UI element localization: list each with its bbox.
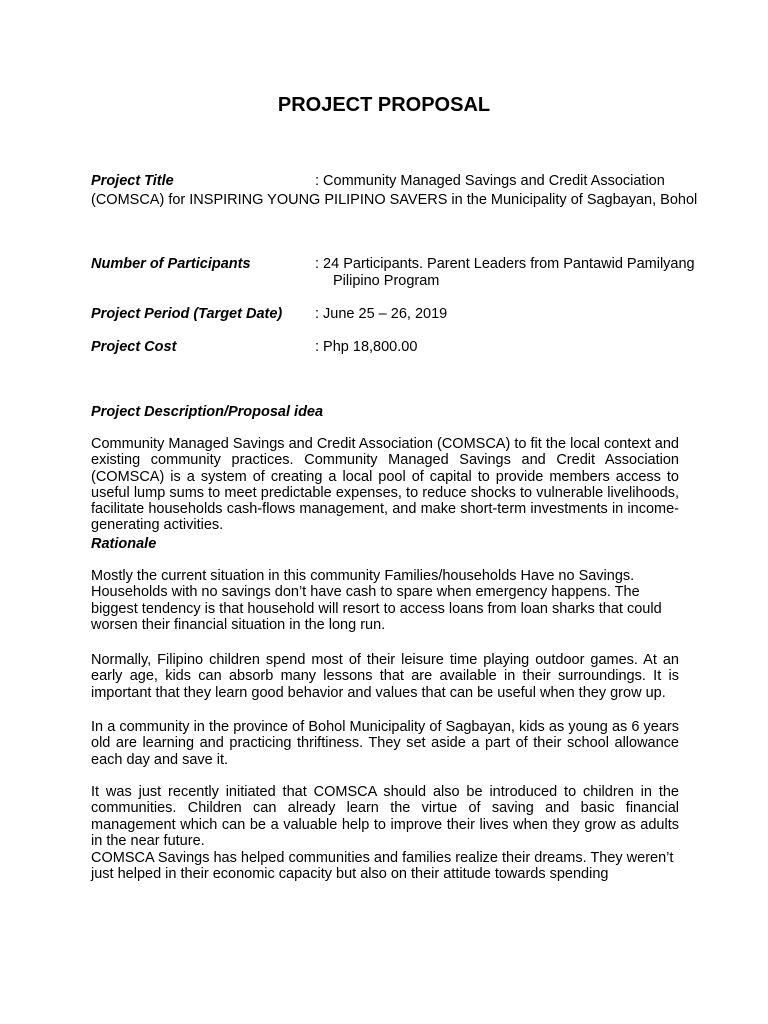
document-title: PROJECT PROPOSAL — [277, 94, 491, 116]
participants-label: Number of Participants — [91, 256, 251, 272]
participants-value-line2: Pilipino Program — [333, 273, 440, 289]
description-paragraph: Community Managed Savings and Credit Association (COMSCA) to fit the local context and existing community practices. Community Managed Savings and Credit Association (COMSCA) is a system of creating a local pool of capital to provide members access to useful lump sums to meet predictable expenses, to reduce shocks to vulnerable livelihoods, facilitate households cash-flows management, and make short-term investments in income-generating activities. — [91, 436, 679, 534]
participants-value — [315, 256, 695, 290]
period-value: : June 25 – 26, 2019 — [315, 306, 448, 322]
rationale-paragraph-2: Normally, Filipino children spend most of their leisure time playing outdoor games. At an early age, kids can absorb many lessons that are available in their surroundings. It is important that they learn good behavior and values that can be useful when they grow up. — [91, 652, 679, 701]
project-title-value: : Community Managed Savings and Credit Association — [315, 173, 665, 189]
project-title-value-continued: (COMSCA) for INSPIRING YOUNG PILIPINO SAVERS in the Municipality of Sagbayan, Bohol — [91, 192, 698, 208]
cost-value: : Php 18,800.00 — [315, 339, 418, 355]
description-heading: Project Description/Proposal idea — [91, 404, 324, 420]
rationale-paragraph-1: Mostly the current situation in this community Families/households Have no Savings. Households with no savings don’t have cash to spare when emergency happens. The biggest tendency is that household will resort to access loans from loan sharks that could worsen their financial situation in the long run. — [91, 568, 662, 633]
rationale-heading: Rationale — [91, 536, 157, 552]
rationale-paragraph-5: COMSCA Savings has helped communities and families realize their dreams. They weren’t just helped in their economic capacity but also on their attitude towards spending — [91, 850, 674, 883]
participants-value-line1: : 24 Participants. Parent Leaders from Pantawid Pamilyang — [315, 256, 695, 272]
rationale-paragraph-4: It was just recently initiated that COMSCA should also be introduced to children in the communities. Children can already learn the virtue of saving and basic financial management which can be a valuable help to improve their lives when they grow as adults in the near future. — [91, 784, 679, 849]
cost-label: Project Cost — [91, 339, 177, 355]
rationale-paragraph-3: In a community in the province of Bohol Municipality of Sagbayan, kids as young as 6 years old are learning and practicing thriftiness. They set aside a part of their school allowance each day and save it. — [91, 719, 679, 768]
project-title-label: Project Title — [91, 173, 174, 189]
period-label: Project Period (Target Date) — [91, 306, 283, 322]
